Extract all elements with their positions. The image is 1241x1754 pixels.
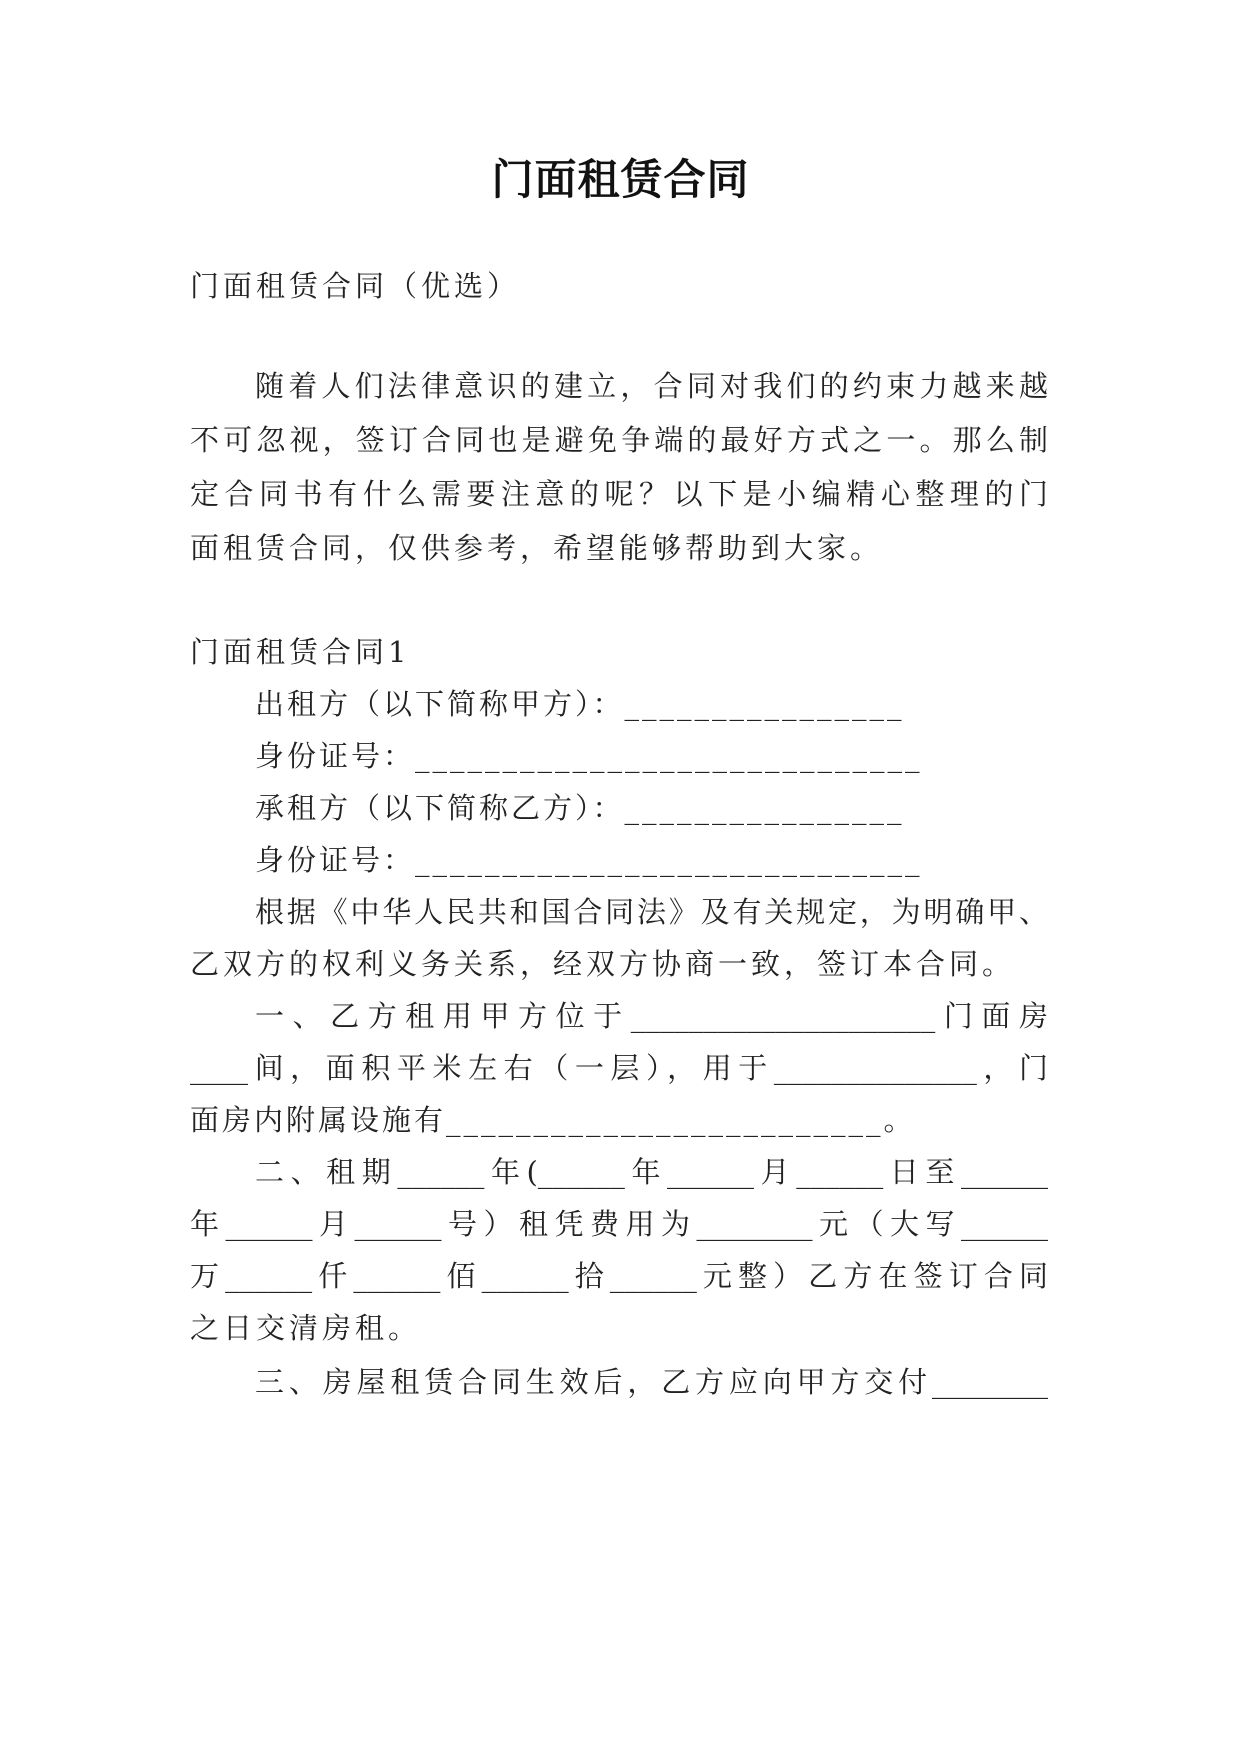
lessee-id-field: 身份证号：_____________________________ [255,843,923,877]
intro-line: 定合同书有什么需要注意的呢？以下是小编精心整理的门 [190,477,1048,511]
clause-one-line: 一、乙方租用甲方位于_____________________门面房 [255,999,1048,1033]
intro-line: 不可忽视，签订合同也是避免争端的最好方式之一。那么制 [190,423,1048,457]
clause-two-line: 之日交清房租。 [190,1311,422,1345]
section-heading: 门面租赁合同1 [190,635,411,669]
lessor-field: 出租方（以下简称甲方）：________________ [255,687,905,721]
clause-one-line: ____间，面积平米左右（一层），用于______________，门 [190,1051,1048,1085]
clause-one-line: 面房内附属设施有_________________________。 [190,1103,916,1137]
intro-line: 面租赁合同，仅供参考，希望能够帮助到大家。 [190,531,884,565]
lessee-field: 承租方（以下简称乙方）：________________ [255,791,905,825]
body-line: 根据《中华人民共和国合同法》及有关规定，为明确甲、 [255,895,1048,929]
clause-two-line: 万______仟______佰______拾______元整）乙方在签订合同 [190,1259,1048,1293]
intro-line: 随着人们法律意识的建立，合同对我们的约束力越来越 [255,369,1048,403]
body-line: 乙双方的权利义务关系，经双方协商一致，签订本合同。 [190,947,1016,981]
clause-two-line: 二、租期______年(______年______月______日至______ [255,1155,1048,1189]
clause-three-line: 三、房屋租赁合同生效后，乙方应向甲方交付________ [255,1365,1048,1399]
clause-two-line: 年______月______号）租凭费用为________元（大写______ [190,1207,1048,1241]
lessor-id-field: 身份证号：_____________________________ [255,739,923,773]
document-title: 门面租赁合同 [491,155,750,204]
document-subtitle: 门面租赁合同（优选） [190,269,521,303]
